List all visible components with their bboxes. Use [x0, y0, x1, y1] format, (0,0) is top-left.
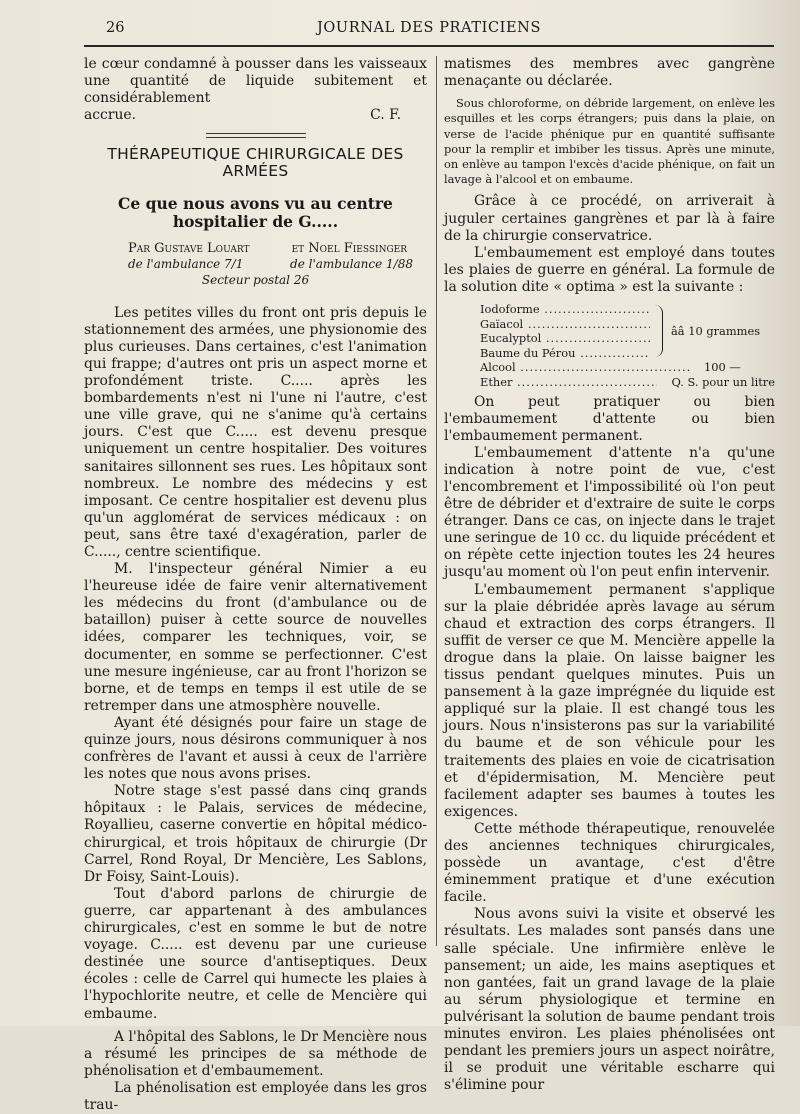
paragraph: matismes des membres avec gangrène menaçante ou déclarée.: [444, 56, 775, 90]
formula-item: Eucalyptol .....: [480, 331, 650, 346]
paragraph: Grâce à ce procédé, on arriverait à juguler certaines gangrènes et par là à faire de la chirurgie conservatrice.: [444, 193, 775, 244]
formula-item: Ether .....: [480, 375, 657, 390]
formula-item: Gaïacol .....: [480, 317, 650, 332]
formula-group: [480, 302, 775, 360]
journal-title: JOURNAL DES PRATICIENS: [317, 20, 541, 36]
page-header: [84, 20, 774, 40]
paragraph: Ayant été désignés pour faire un stage de quinze jours, nous désirons communiquer à nos confrères de l'avant et aussi à ceux de l'arrière les notes que nous avons prises.: [84, 714, 427, 783]
page-number: 26: [106, 20, 125, 36]
paragraph: Nous avons suivi la visite et observé les résultats. Les malades sont pansés dans une salle spéciale. Une infirmière enlève le pansement; un aide, les mains aseptiques et non gantées, fait un grand lavage de la plaie au sérum physiologique et termine en pulvérisant la solution de baume pendant trois minutes environ. Les plaies phénolisées ont pendant les premiers jours un aspect noirâtre, il se produit une véritable escharre qui s'élimine pour: [444, 906, 775, 1094]
article-title: Ce que nous avons vu au centre hospitalier de G.....: [118, 193, 393, 231]
signoff-line: [84, 107, 427, 124]
affiliation-right: de l'ambulance 1/88: [290, 256, 413, 271]
column-divider: [436, 56, 437, 946]
brace-icon: [654, 305, 663, 357]
paragraph: L'embaumement permanent s'applique sur la plaie débridée après lavage au sérum chaud et extraction des corps étrangers. Il suffit de verser ce que M. Mencière appelle la drogue dans la plaie. On laisse baigner les tissus pendant quelques minutes. Puis un pansement à la gaze imprégnée du liquide est appliqué sur la plaie. Il est changé tous les jours. Nous n'insisterons pas sur la variabilité du baume et de son véhicule pour les traitements des plaies en voie de cicatrisation et d'épidermisation, M. Mencière peut facilement adapter ses baumes à toutes les exigences.: [444, 581, 775, 820]
affiliation-left: de l'ambulance 7/1: [128, 256, 244, 271]
paragraph: A l'hôpital des Sablons, le Dr Mencière nous a résumé les principes de sa méthode de phénolisation et d'embaumement.: [84, 1028, 427, 1079]
paragraph: M. l'inspecteur général Nimier a eu l'heureuse idée de faire venir alternativement les médecins du front (d'ambulance ou de bataillon) puiser à cette source de nouvelles idées, comparer les techniques, voir, se documenter, en somme se perfectionner. C'est une mesure ingénieuse, car au front l'horizon se borne, et de temps en temps il est utile de se retremper dans une atmosphère nouvelle.: [84, 561, 427, 714]
formula-group-qty: ââ 10 grammes: [671, 323, 761, 338]
left-column: [84, 56, 427, 1114]
paragraph: On peut pratiquer ou bien l'embaumement d'attente ou bien l'embaumement permanent.: [444, 393, 775, 444]
affiliations: [84, 257, 427, 272]
right-column: [444, 56, 775, 1094]
paragraph: L'embaumement est employé dans toutes les plaies de guerre en général. La formule de la solution dite « optima » est la suivante :: [444, 244, 775, 295]
paragraph: Notre stage s'est passé dans cinq grands hôpitaux : le Palais, services de médecine, Royallieu, caserne convertie en hôpital médico-chirurgical, et trois hôpitaux de chirurgie (Dr Carrel, Rond Royal, Dr Mencière, Les Sablons, Dr Foisy, Saint-Louis).: [84, 783, 427, 885]
author-left: Par Gustave Louart: [128, 240, 250, 256]
intro-paragraph: le cœur condamné à pousser dans les vaisseaux une quantité de liquide subitement et considérablement: [84, 56, 427, 107]
formula-table: [444, 302, 775, 390]
procedure-note: Sous chloroforme, on débride largement, on enlève les esquilles et les corps étrangers; puis dans la plaie, on verse de l'acide phénique pur en quantité suffisante pour la remplir et imbiber les tissus. Après une minute, on enlève au tampon l'excès d'acide phénique, on fait un lavage à l'alcool et on embaume.: [444, 96, 775, 187]
section-title: THÉRAPEUTIQUE CHIRURGICALE DES ARMÉES: [107, 145, 404, 181]
intro-end: accrue.: [84, 107, 137, 124]
formula-qty: 100 —: [704, 360, 741, 375]
postal-sector: Secteur postal 26: [201, 272, 310, 287]
paragraph: La phénolisation est employée dans les gros trau-: [84, 1079, 427, 1113]
formula-item: Baume du Pérou .....: [480, 346, 650, 361]
byline: [84, 241, 427, 257]
paragraph: Les petites villes du front ont pris depuis le stationnement des armées, une physionomie des plus curieuses. Dans certaines, c'est l'animation qui frappe; d'autres ont pris un aspect morne et profondément triste. C..... après les bombardements n'est ni l'une ni l'autre, c'est une ville grave, qui ne s'anime qu'à certains jours. C'est que C..... est devenu presque uniquement un centre hospitalier. Des voitures sanitaires sillonnent ses rues. Les hôpitaux sont nombreux. Le nombre des médecins y est imposant. Ce centre hospitalier est devenu plus qu'un agglomérat de services médicaux : on peut, sans être taxé d'exagération, parler de C....., centre scientifique.: [84, 304, 427, 560]
formula-item: Iodoforme .....: [480, 302, 650, 317]
signoff-initials: C. F.: [370, 107, 401, 124]
author-right: et Noel Fiessinger: [291, 240, 407, 256]
header-rule: [84, 45, 774, 47]
formula-qty: Q. S. pour un litre: [671, 374, 775, 389]
paragraph: Cette méthode thérapeutique, renouvelée des anciennes techniques chirurgicales, possède un avantage, c'est d'être éminemment pratique et d'une exécution facile.: [444, 820, 775, 906]
section-separator: [206, 133, 306, 138]
paragraph: L'embaumement d'attente n'a qu'une indication à notre point de vue, c'est l'encombrement et l'impossibilité où l'on peut être de débrider et d'extraire de suite le corps étranger. Dans ce cas, on injecte dans le trajet une seringue de 10 cc. du liquide précédent et on répète cette injection toutes les 24 heures jusqu'au moment où l'on peut enfin intervenir.: [444, 444, 775, 581]
paragraph: Tout d'abord parlons de chirurgie de guerre, car appartenant à des ambulances chirurgicales, c'est en somme le but de notre voyage. C..... est devenu par une curieuse destinée une source d'antiseptiques. Deux écoles : celle de Carrel qui humecte les plaies à l'hypochlorite neutre, et celle de Mencière qui embaume.: [84, 885, 427, 1022]
formula-group-items: [480, 302, 650, 360]
formula-item: Alcool .....: [480, 360, 690, 375]
